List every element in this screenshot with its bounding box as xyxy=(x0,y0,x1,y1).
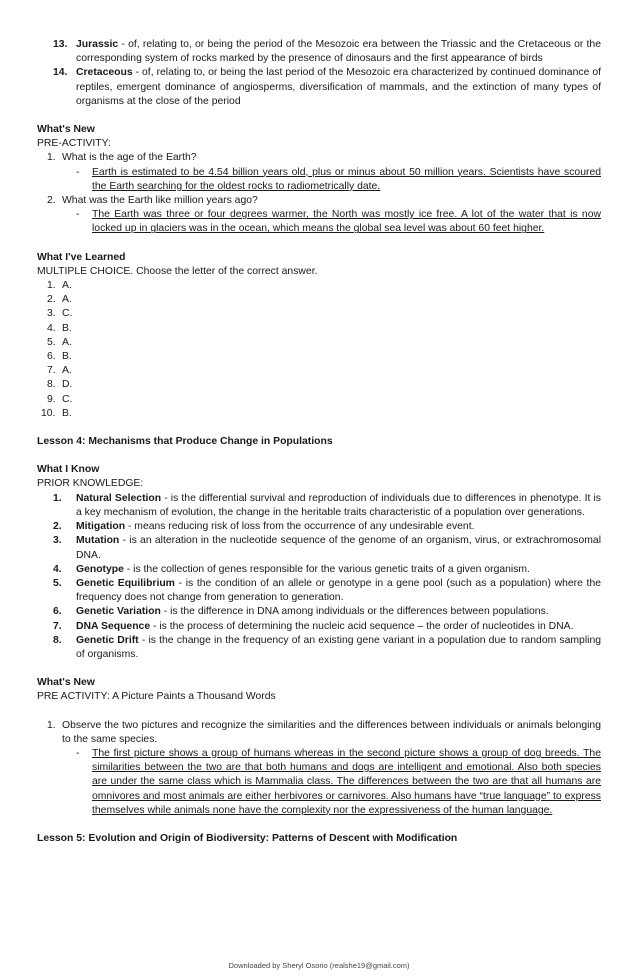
answer-key-item xyxy=(37,350,601,364)
item-number: 1. xyxy=(47,719,56,731)
term-item xyxy=(37,66,601,109)
term-definition: - means reducing risk of loss from the occurrence of any undesirable event. xyxy=(125,521,475,533)
terms-list-top xyxy=(37,38,601,109)
section-subheading: PRIOR KNOWLEDGE: xyxy=(37,478,144,490)
question-text: What was the Earth like million years ago? xyxy=(62,195,258,207)
term-item xyxy=(37,563,601,577)
term-item xyxy=(37,38,601,66)
term-item xyxy=(37,534,601,562)
term-definition: - of, relating to, or being the period of the Mesozoic era between the Triassic and the Cretaceous or the corresponding system of rocks marked by the presence of dinosaurs and the first appearance of birds xyxy=(76,39,601,65)
term-definition: - is the difference in DNA among individuals or the differences between populations. xyxy=(160,606,549,618)
answer-letter: A. xyxy=(62,280,72,292)
answer-text: Earth is estimated to be 4.54 billion years old, plus or minus about 50 million years. Scientists have scoured the Earth searching for the oldest rocks to radiometrically date. xyxy=(92,166,601,192)
answer-letter: A. xyxy=(62,294,72,306)
item-number: 4. xyxy=(53,563,62,575)
term-definition: - is the change in the frequency of an existing gene variant in a population due to random sampling of organisms. xyxy=(76,634,602,660)
term-name: Genetic Variation xyxy=(76,606,161,618)
section-subheading: PRE ACTIVITY: A Picture Paints a Thousand Words xyxy=(37,691,276,703)
term-item xyxy=(37,520,601,534)
term-name: DNA Sequence xyxy=(76,620,151,632)
answer-letter: B. xyxy=(62,407,72,419)
term-definition: - is the collection of genes responsible for the various genetic traits of a given organism. xyxy=(123,563,530,575)
answer-item xyxy=(37,166,601,194)
item-number: 7. xyxy=(47,365,56,377)
answer-key-item xyxy=(37,364,601,378)
item-number: 2. xyxy=(53,521,62,533)
item-number: 4. xyxy=(47,322,56,334)
item-number: 6. xyxy=(53,606,62,618)
item-number: 8. xyxy=(47,379,56,391)
item-number: 5. xyxy=(47,336,56,348)
question-item xyxy=(37,719,601,747)
term-item xyxy=(37,492,601,520)
section-heading: What's New xyxy=(37,677,95,689)
answer-text: The Earth was three or four degrees warmer, the North was mostly ice free. A lot of the water that is now locked up in glaciers was in the ocean, which means the global sea level was about 60 feet higher. xyxy=(92,209,601,235)
section-subheading: PRE-ACTIVITY: xyxy=(37,138,111,150)
question-text: What is the age of the Earth? xyxy=(62,152,197,164)
answer-key-item xyxy=(37,378,601,392)
term-name: Genetic Drift xyxy=(76,634,139,646)
answer-key-list xyxy=(37,279,601,421)
term-item xyxy=(37,620,601,634)
answer-key-item xyxy=(37,336,601,350)
term-item xyxy=(37,577,601,605)
dash-bullet: - xyxy=(76,166,80,178)
answer-letter: B. xyxy=(62,351,72,363)
answer-letter: A. xyxy=(62,365,72,377)
term-name: Genetic Equilibrium xyxy=(76,577,175,589)
term-item xyxy=(37,634,601,662)
item-number: 3. xyxy=(47,308,56,320)
term-name: Genotype xyxy=(76,563,124,575)
answer-key-item xyxy=(37,407,601,421)
term-name: Natural Selection xyxy=(76,492,162,504)
download-footer: Downloaded by Sheryl Osorio (realshe19@gmail.com) xyxy=(228,961,410,970)
item-number: 7. xyxy=(53,620,62,632)
section-heading: What I've Learned xyxy=(37,251,126,263)
dash-bullet: - xyxy=(76,209,80,221)
section-heading: What I Know xyxy=(37,464,100,476)
section-heading: What's New xyxy=(37,124,95,136)
item-number: 14. xyxy=(53,67,68,79)
item-number: 13. xyxy=(53,39,68,50)
term-name: Mitigation xyxy=(76,521,126,533)
item-number: 9. xyxy=(47,393,56,405)
answer-letter: B. xyxy=(62,322,72,334)
term-definition: - is the process of determining the nucleic acid sequence – the order of nucleotides in DNA. xyxy=(150,620,574,632)
answer-letter: C. xyxy=(62,393,73,405)
item-number: 5. xyxy=(53,577,62,589)
term-definition: - of, relating to, or being the last period of the Mesozoic era characterized by continued dominance of reptiles, emergent dominance of angiosperms, diversification of mammals, and the extinction of many types of organisms at the close of the period xyxy=(76,67,601,107)
item-number: 8. xyxy=(53,634,62,646)
terms-list xyxy=(37,492,601,662)
dash-bullet: - xyxy=(76,747,80,759)
item-number: 1. xyxy=(47,152,56,164)
term-name: Mutation xyxy=(76,535,120,547)
answer-item xyxy=(37,208,601,236)
answer-letter: A. xyxy=(62,336,72,348)
section-instruction: MULTIPLE CHOICE. Choose the letter of the correct answer. xyxy=(37,265,318,277)
document-page xyxy=(37,38,601,846)
question-text: Observe the two pictures and recognize the similarities and the differences between individuals or animals belonging to the same species. xyxy=(62,719,601,745)
item-number: 1. xyxy=(47,280,56,292)
term-definition: - is an alteration in the nucleotide sequence of the genome of an organism, virus, or extrachromosomal DNA. xyxy=(76,535,601,561)
answer-key-item xyxy=(37,293,601,307)
term-name: Jurassic xyxy=(76,39,119,50)
item-number: 10. xyxy=(41,407,56,419)
term-definition: - is the condition of an allele or genotype in a gene pool (such as a population) where the frequency does not change from generation to generation. xyxy=(76,577,601,604)
answer-letter: D. xyxy=(62,379,73,391)
lesson-title: Lesson 4: Mechanisms that Produce Change in Populations xyxy=(37,436,333,448)
question-item xyxy=(37,194,601,208)
answer-item xyxy=(37,747,601,818)
answer-key-item xyxy=(37,322,601,336)
answer-key-item xyxy=(37,307,601,321)
item-number: 2. xyxy=(47,294,56,306)
term-name: Cretaceous xyxy=(76,67,133,79)
item-number: 1. xyxy=(53,492,62,504)
term-item xyxy=(37,605,601,619)
item-number: 2. xyxy=(47,195,56,207)
answer-key-item xyxy=(37,279,601,293)
answer-letter: C. xyxy=(62,308,73,320)
answer-text: The first picture shows a group of humans whereas in the second picture shows a group of dog breeds. The similarities between the two are that both humans and dogs are intelligent and emotional. Also both species are under the same class which is Mammalia class. The differences between the two are that all humans are omnivores and most animals are either herbivores or carnivores. Also humans have “true language” to express themselves while animals none have the complexity nor the expressiveness of the human language. xyxy=(92,747,601,816)
term-definition: - is the differential survival and reproduction of individuals due to differences in phenotype. It is a key mechanism of evolution, the change in the heritable traits characteristic of a population over generations. xyxy=(76,492,601,518)
item-number: 6. xyxy=(47,351,56,363)
answer-key-item xyxy=(37,393,601,407)
item-number: 3. xyxy=(53,535,62,547)
lesson-title: Lesson 5: Evolution and Origin of Biodiversity: Patterns of Descent with Modification xyxy=(37,832,458,844)
question-item xyxy=(37,151,601,165)
